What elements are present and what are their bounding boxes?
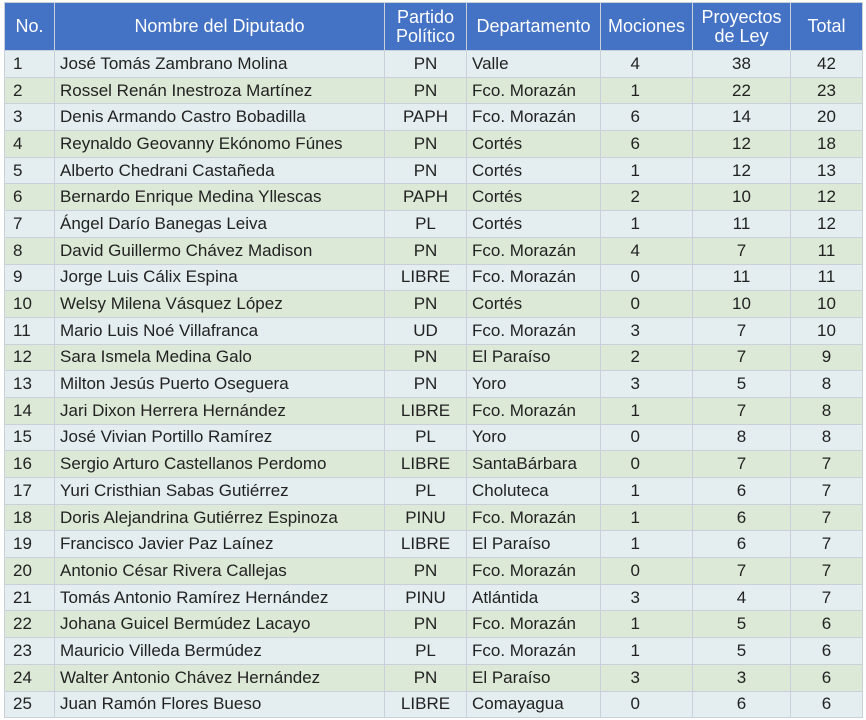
cell-mociones: 1 xyxy=(601,611,693,638)
cell-nombre: Tomás Antonio Ramírez Hernández xyxy=(55,584,385,611)
cell-partido: LIBRE xyxy=(385,691,467,718)
cell-partido: PAPH xyxy=(385,184,467,211)
cell-mociones: 0 xyxy=(601,291,693,318)
cell-proyectos: 10 xyxy=(693,184,791,211)
cell-partido: PN xyxy=(385,51,467,78)
cell-departamento: SantaBárbara xyxy=(467,451,601,478)
cell-total: 23 xyxy=(791,77,863,104)
header-no: No. xyxy=(5,3,55,51)
cell-departamento: Yoro xyxy=(467,424,601,451)
cell-no: 10 xyxy=(5,291,55,318)
cell-partido: PL xyxy=(385,424,467,451)
cell-partido: PN xyxy=(385,131,467,158)
table-row xyxy=(5,611,863,638)
cell-departamento: Cortés xyxy=(467,211,601,238)
table-row xyxy=(5,264,863,291)
cell-total: 6 xyxy=(791,638,863,665)
cell-total: 6 xyxy=(791,691,863,718)
cell-no: 18 xyxy=(5,504,55,531)
cell-mociones: 4 xyxy=(601,237,693,264)
cell-proyectos: 3 xyxy=(693,664,791,691)
cell-departamento: Cortés xyxy=(467,291,601,318)
cell-partido: PN xyxy=(385,611,467,638)
table-row xyxy=(5,478,863,505)
header-nombre: Nombre del Diputado xyxy=(55,3,385,51)
cell-no: 9 xyxy=(5,264,55,291)
diputados-table xyxy=(4,2,863,718)
cell-proyectos: 7 xyxy=(693,451,791,478)
table-row xyxy=(5,691,863,718)
cell-mociones: 2 xyxy=(601,184,693,211)
cell-partido: PINU xyxy=(385,584,467,611)
cell-nombre: Rossel Renán Inestroza Martínez xyxy=(55,77,385,104)
cell-mociones: 6 xyxy=(601,131,693,158)
cell-no: 24 xyxy=(5,664,55,691)
cell-mociones: 3 xyxy=(601,584,693,611)
cell-total: 10 xyxy=(791,291,863,318)
table-row xyxy=(5,77,863,104)
cell-total: 7 xyxy=(791,531,863,558)
cell-departamento: Fco. Morazán xyxy=(467,77,601,104)
table-row xyxy=(5,51,863,78)
cell-nombre: Johana Guicel Bermúdez Lacayo xyxy=(55,611,385,638)
cell-nombre: Doris Alejandrina Gutiérrez Espinoza xyxy=(55,504,385,531)
cell-no: 15 xyxy=(5,424,55,451)
cell-nombre: Denis Armando Castro Bobadilla xyxy=(55,104,385,131)
cell-mociones: 1 xyxy=(601,397,693,424)
table-row xyxy=(5,451,863,478)
cell-nombre: Ángel Darío Banegas Leiva xyxy=(55,211,385,238)
cell-nombre: Milton Jesús Puerto Oseguera xyxy=(55,371,385,398)
cell-proyectos: 6 xyxy=(693,478,791,505)
cell-partido: PL xyxy=(385,638,467,665)
cell-total: 10 xyxy=(791,317,863,344)
cell-nombre: Mario Luis Noé Villafranca xyxy=(55,317,385,344)
cell-nombre: Mauricio Villeda Bermúdez xyxy=(55,638,385,665)
cell-departamento: Comayagua xyxy=(467,691,601,718)
cell-nombre: Walter Antonio Chávez Hernández xyxy=(55,664,385,691)
header-partido-line2: Político xyxy=(395,25,456,46)
cell-no: 12 xyxy=(5,344,55,371)
cell-partido: PN xyxy=(385,157,467,184)
cell-partido: PL xyxy=(385,478,467,505)
table-row xyxy=(5,237,863,264)
cell-no: 5 xyxy=(5,157,55,184)
table-header xyxy=(5,3,863,51)
cell-no: 16 xyxy=(5,451,55,478)
cell-departamento: Valle xyxy=(467,51,601,78)
cell-total: 6 xyxy=(791,664,863,691)
table-row xyxy=(5,424,863,451)
cell-partido: PN xyxy=(385,237,467,264)
cell-proyectos: 7 xyxy=(693,317,791,344)
table-row xyxy=(5,397,863,424)
cell-proyectos: 7 xyxy=(693,237,791,264)
cell-partido: PL xyxy=(385,211,467,238)
cell-departamento: Fco. Morazán xyxy=(467,237,601,264)
cell-proyectos: 6 xyxy=(693,531,791,558)
table-row xyxy=(5,584,863,611)
cell-proyectos: 5 xyxy=(693,611,791,638)
cell-total: 8 xyxy=(791,371,863,398)
cell-proyectos: 5 xyxy=(693,371,791,398)
header-departamento: Departamento xyxy=(467,3,601,51)
cell-departamento: Choluteca xyxy=(467,478,601,505)
cell-partido: LIBRE xyxy=(385,397,467,424)
header-total: Total xyxy=(791,3,863,51)
cell-nombre: Francisco Javier Paz Laínez xyxy=(55,531,385,558)
table-row xyxy=(5,638,863,665)
cell-nombre: Antonio César Rivera Callejas xyxy=(55,558,385,585)
cell-no: 22 xyxy=(5,611,55,638)
cell-mociones: 1 xyxy=(601,211,693,238)
cell-partido: PAPH xyxy=(385,104,467,131)
cell-mociones: 1 xyxy=(601,77,693,104)
cell-mociones: 3 xyxy=(601,664,693,691)
cell-mociones: 0 xyxy=(601,264,693,291)
table-row xyxy=(5,558,863,585)
cell-no: 1 xyxy=(5,51,55,78)
cell-no: 17 xyxy=(5,478,55,505)
cell-no: 25 xyxy=(5,691,55,718)
cell-mociones: 3 xyxy=(601,317,693,344)
cell-no: 6 xyxy=(5,184,55,211)
cell-nombre: Jorge Luis Cálix Espina xyxy=(55,264,385,291)
cell-proyectos: 38 xyxy=(693,51,791,78)
cell-mociones: 0 xyxy=(601,424,693,451)
table-row xyxy=(5,184,863,211)
cell-total: 18 xyxy=(791,131,863,158)
cell-nombre: José Tomás Zambrano Molina xyxy=(55,51,385,78)
cell-departamento: Fco. Morazán xyxy=(467,104,601,131)
header-proyectos-line1: Proyectos xyxy=(701,6,782,27)
cell-mociones: 1 xyxy=(601,478,693,505)
cell-mociones: 1 xyxy=(601,157,693,184)
cell-nombre: José Vivian Portillo Ramírez xyxy=(55,424,385,451)
cell-no: 14 xyxy=(5,397,55,424)
cell-departamento: Fco. Morazán xyxy=(467,638,601,665)
header-partido xyxy=(385,3,467,51)
cell-nombre: Sara Ismela Medina Galo xyxy=(55,344,385,371)
cell-total: 6 xyxy=(791,611,863,638)
cell-total: 42 xyxy=(791,51,863,78)
cell-partido: PN xyxy=(385,291,467,318)
cell-no: 19 xyxy=(5,531,55,558)
cell-mociones: 1 xyxy=(601,531,693,558)
cell-departamento: Fco. Morazán xyxy=(467,504,601,531)
table-row xyxy=(5,104,863,131)
cell-no: 4 xyxy=(5,131,55,158)
cell-departamento: Cortés xyxy=(467,131,601,158)
header-proyectos xyxy=(693,3,791,51)
cell-partido: PN xyxy=(385,371,467,398)
cell-mociones: 4 xyxy=(601,51,693,78)
cell-mociones: 2 xyxy=(601,344,693,371)
cell-no: 13 xyxy=(5,371,55,398)
cell-total: 7 xyxy=(791,558,863,585)
cell-departamento: El Paraíso xyxy=(467,344,601,371)
cell-nombre: Yuri Cristhian Sabas Gutiérrez xyxy=(55,478,385,505)
cell-partido: PN xyxy=(385,558,467,585)
cell-proyectos: 12 xyxy=(693,157,791,184)
cell-no: 11 xyxy=(5,317,55,344)
cell-no: 8 xyxy=(5,237,55,264)
cell-total: 12 xyxy=(791,184,863,211)
cell-total: 8 xyxy=(791,424,863,451)
cell-mociones: 0 xyxy=(601,451,693,478)
cell-proyectos: 14 xyxy=(693,104,791,131)
cell-no: 2 xyxy=(5,77,55,104)
cell-total: 9 xyxy=(791,344,863,371)
header-proyectos-line2: de Ley xyxy=(714,25,769,46)
cell-no: 3 xyxy=(5,104,55,131)
table-row xyxy=(5,344,863,371)
cell-partido: UD xyxy=(385,317,467,344)
cell-partido: LIBRE xyxy=(385,264,467,291)
cell-departamento: Fco. Morazán xyxy=(467,317,601,344)
cell-departamento: El Paraíso xyxy=(467,664,601,691)
cell-nombre: Alberto Chedrani Castañeda xyxy=(55,157,385,184)
cell-total: 8 xyxy=(791,397,863,424)
table-body xyxy=(5,51,863,718)
cell-mociones: 1 xyxy=(601,638,693,665)
table-row xyxy=(5,317,863,344)
cell-no: 21 xyxy=(5,584,55,611)
cell-no: 20 xyxy=(5,558,55,585)
table-row xyxy=(5,291,863,318)
table-row xyxy=(5,371,863,398)
header-row xyxy=(5,3,863,51)
cell-proyectos: 7 xyxy=(693,344,791,371)
cell-proyectos: 11 xyxy=(693,264,791,291)
cell-total: 11 xyxy=(791,264,863,291)
cell-proyectos: 4 xyxy=(693,584,791,611)
cell-departamento: Cortés xyxy=(467,157,601,184)
cell-nombre: Bernardo Enrique Medina Yllescas xyxy=(55,184,385,211)
cell-departamento: Fco. Morazán xyxy=(467,611,601,638)
cell-proyectos: 8 xyxy=(693,424,791,451)
header-mociones: Mociones xyxy=(601,3,693,51)
table-row xyxy=(5,531,863,558)
cell-proyectos: 10 xyxy=(693,291,791,318)
cell-total: 12 xyxy=(791,211,863,238)
cell-departamento: Yoro xyxy=(467,371,601,398)
cell-proyectos: 7 xyxy=(693,558,791,585)
header-partido-line1: Partido xyxy=(396,6,455,27)
table-row xyxy=(5,664,863,691)
cell-nombre: Sergio Arturo Castellanos Perdomo xyxy=(55,451,385,478)
cell-departamento: Atlántida xyxy=(467,584,601,611)
cell-mociones: 3 xyxy=(601,371,693,398)
cell-no: 23 xyxy=(5,638,55,665)
cell-total: 7 xyxy=(791,504,863,531)
cell-departamento: Fco. Morazán xyxy=(467,397,601,424)
table-wrapper xyxy=(4,2,862,718)
cell-proyectos: 5 xyxy=(693,638,791,665)
cell-mociones: 1 xyxy=(601,504,693,531)
cell-total: 11 xyxy=(791,237,863,264)
cell-proyectos: 12 xyxy=(693,131,791,158)
cell-proyectos: 11 xyxy=(693,211,791,238)
cell-nombre: Welsy Milena Vásquez López xyxy=(55,291,385,318)
cell-mociones: 6 xyxy=(601,104,693,131)
cell-nombre: David Guillermo Chávez Madison xyxy=(55,237,385,264)
cell-total: 7 xyxy=(791,478,863,505)
cell-partido: PN xyxy=(385,664,467,691)
cell-partido: PN xyxy=(385,77,467,104)
cell-partido: LIBRE xyxy=(385,451,467,478)
cell-nombre: Juan Ramón Flores Bueso xyxy=(55,691,385,718)
cell-mociones: 0 xyxy=(601,691,693,718)
cell-departamento: Fco. Morazán xyxy=(467,558,601,585)
cell-proyectos: 6 xyxy=(693,504,791,531)
cell-total: 20 xyxy=(791,104,863,131)
table-row xyxy=(5,131,863,158)
cell-proyectos: 6 xyxy=(693,691,791,718)
cell-mociones: 0 xyxy=(601,558,693,585)
cell-no: 7 xyxy=(5,211,55,238)
cell-departamento: Fco. Morazán xyxy=(467,264,601,291)
cell-total: 13 xyxy=(791,157,863,184)
cell-proyectos: 22 xyxy=(693,77,791,104)
cell-partido: PINU xyxy=(385,504,467,531)
table-row xyxy=(5,504,863,531)
cell-departamento: El Paraíso xyxy=(467,531,601,558)
cell-proyectos: 7 xyxy=(693,397,791,424)
cell-nombre: Reynaldo Geovanny Ekónomo Fúnes xyxy=(55,131,385,158)
cell-nombre: Jari Dixon Herrera Hernández xyxy=(55,397,385,424)
table-row xyxy=(5,211,863,238)
cell-total: 7 xyxy=(791,451,863,478)
cell-partido: LIBRE xyxy=(385,531,467,558)
cell-departamento: Cortés xyxy=(467,184,601,211)
cell-total: 7 xyxy=(791,584,863,611)
cell-partido: PN xyxy=(385,344,467,371)
table-row xyxy=(5,157,863,184)
